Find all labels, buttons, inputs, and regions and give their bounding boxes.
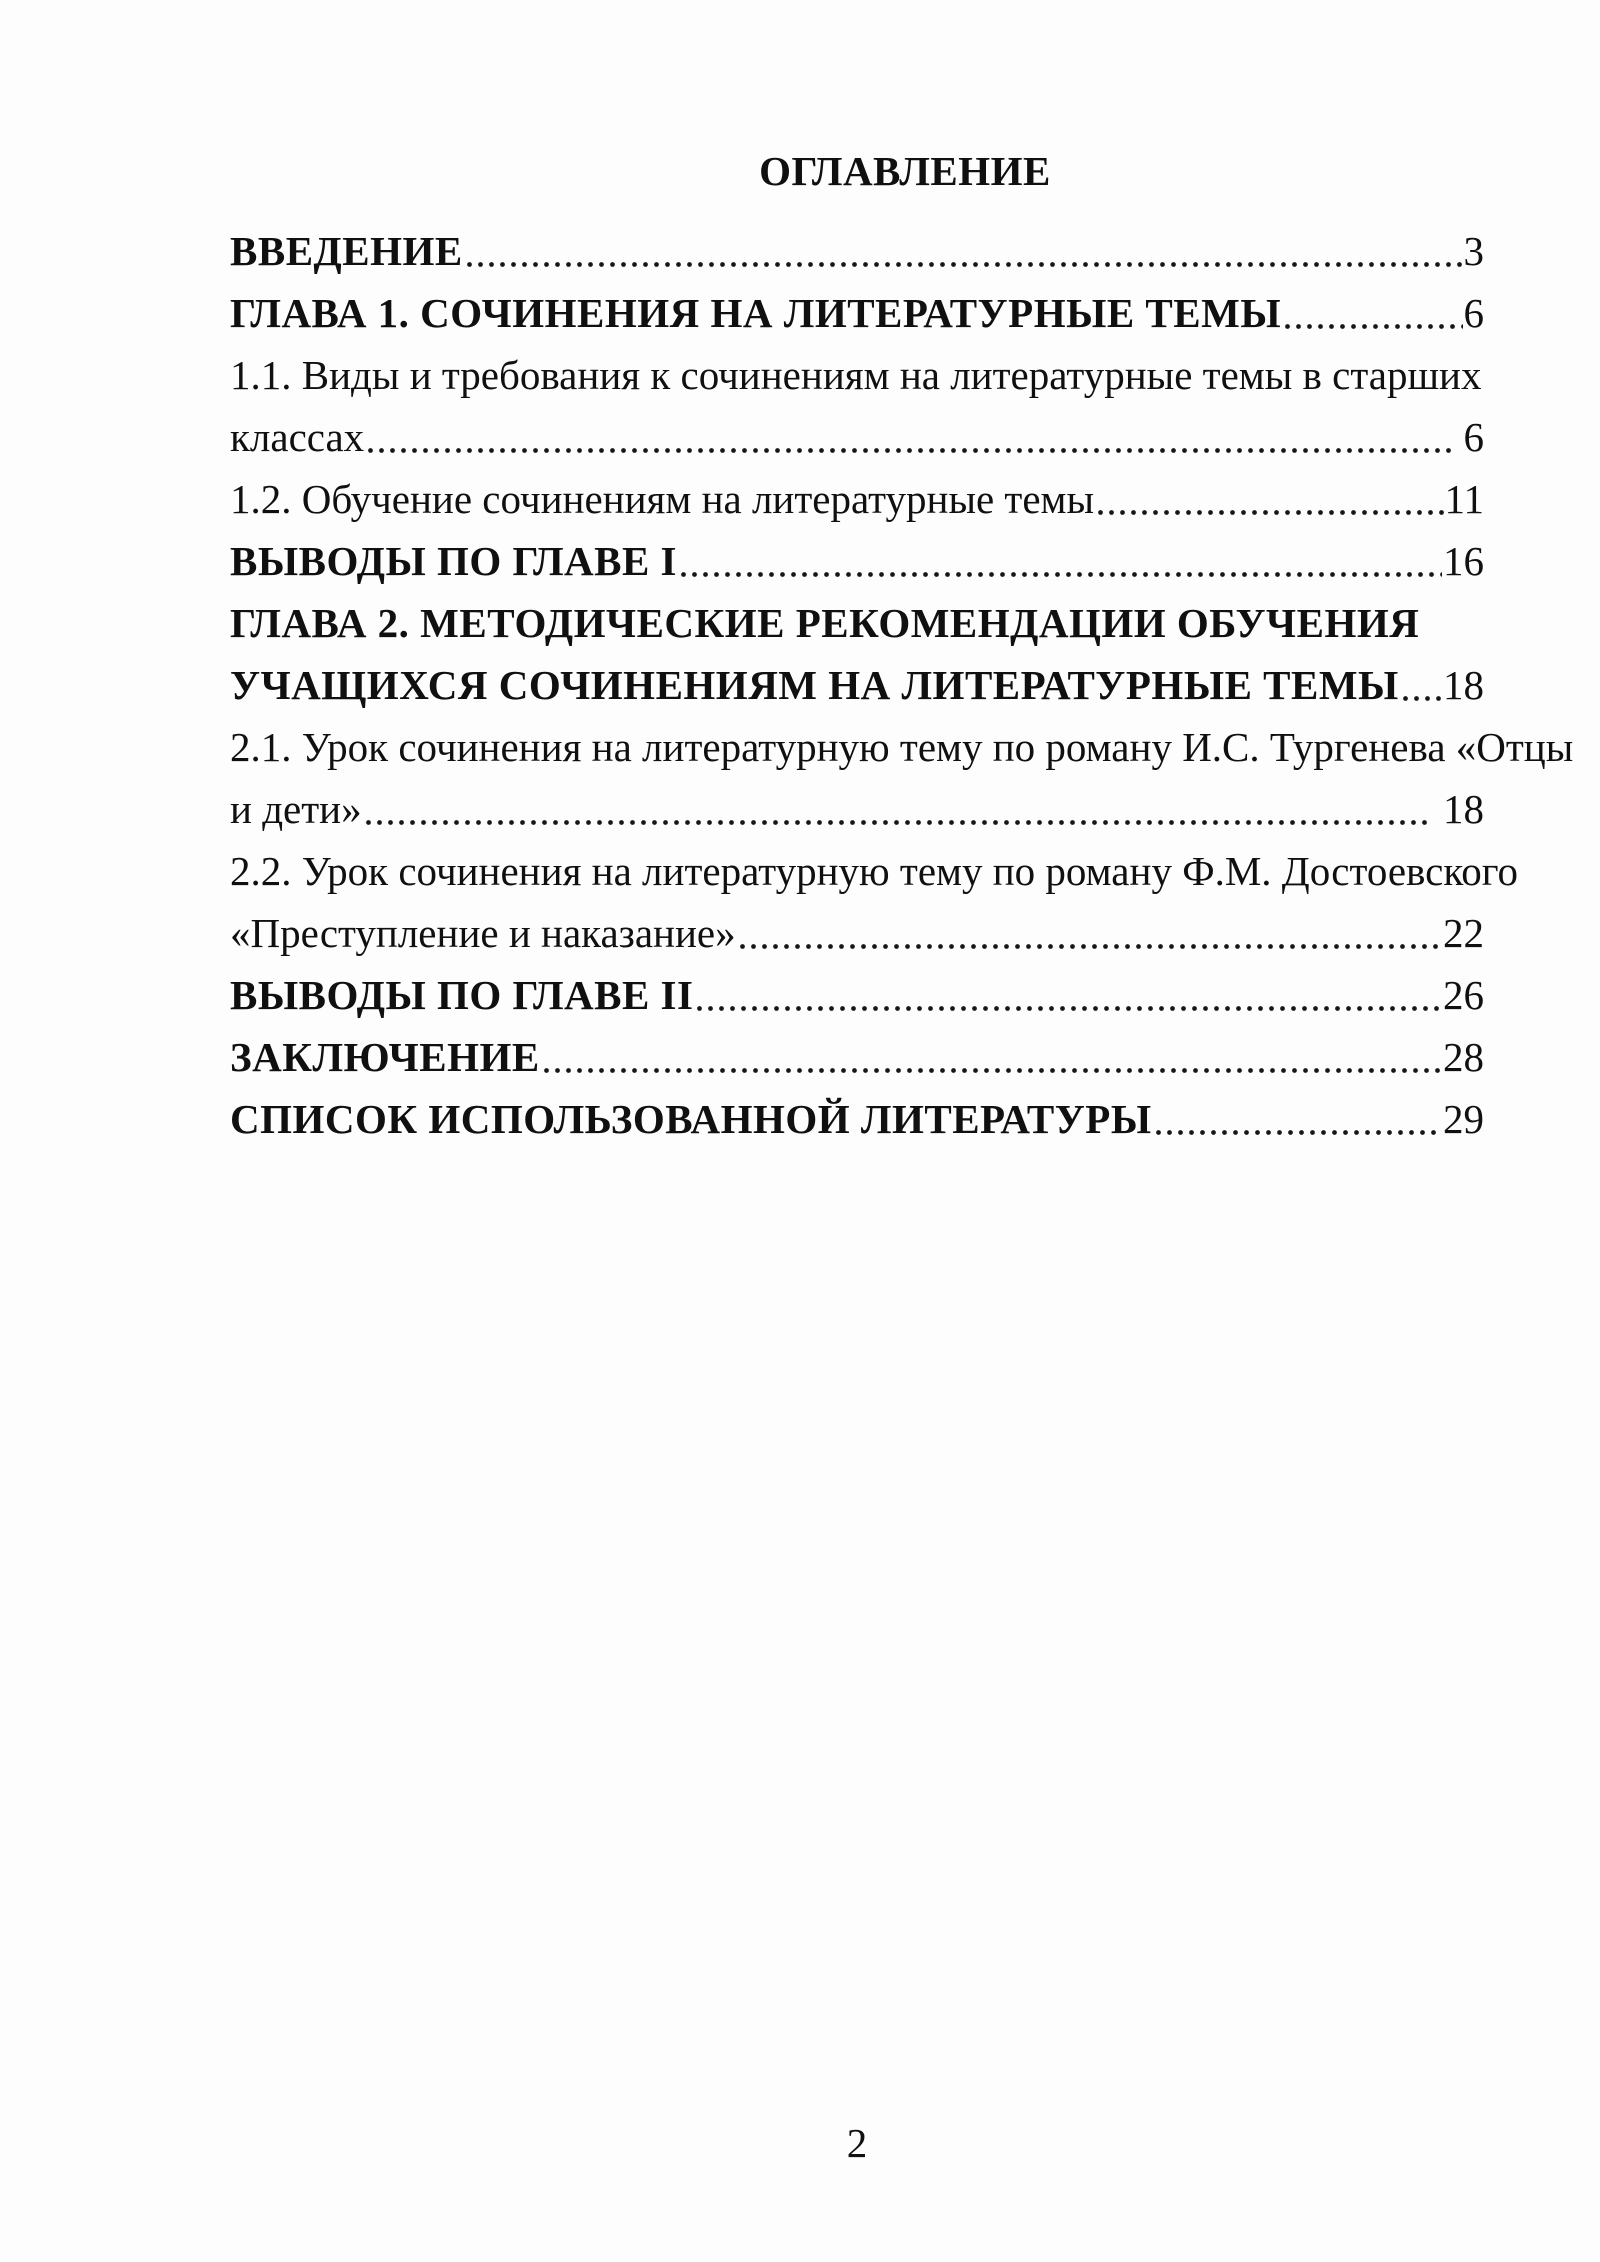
toc-entry-label: ВЫВОДЫ ПО ГЛАВЕ I <box>230 538 678 584</box>
toc-page-number: 29 <box>1443 1096 1484 1142</box>
dot-leader <box>464 220 1463 282</box>
page-number: 2 <box>846 2120 868 2166</box>
toc-entry-label: ГЛАВА 1. СОЧИНЕНИЯ НА ЛИТЕРАТУРНЫЕ ТЕМЫ <box>230 290 1282 336</box>
toc-row <box>230 220 1484 282</box>
toc-page-number: 18 <box>1443 662 1484 708</box>
toc-entry-label: УЧАЩИХСЯ СОЧИНЕНИЯМ НА ЛИТЕРАТУРНЫЕ ТЕМЫ <box>230 662 1399 708</box>
dot-leader <box>737 902 1442 964</box>
toc-page-number: 16 <box>1443 538 1484 584</box>
toc-row <box>230 778 1484 840</box>
toc-row <box>230 1088 1484 1150</box>
toc-page-number: 28 <box>1443 1034 1484 1080</box>
toc-entry-label: ВЫВОДЫ ПО ГЛАВЕ II <box>230 972 694 1018</box>
toc-entry-label: ЗАКЛЮЧЕНИЕ <box>230 1034 540 1080</box>
toc-content <box>230 0 1574 1150</box>
toc-entry-label: СПИСОК ИСПОЛЬЗОВАННОЙ ЛИТЕРАТУРЫ <box>230 1096 1152 1142</box>
toc-row <box>230 1026 1484 1088</box>
toc-entry-label: 2.1. Урок сочинения на литературную тему по роману И.С. Тургенева «Отцы <box>230 724 1574 770</box>
toc-row <box>230 654 1484 716</box>
toc-row <box>230 964 1484 1026</box>
toc-entry-label: ГЛАВА 2. МЕТОДИЧЕСКИЕ РЕКОМЕНДАЦИИ ОБУЧЕНИЯ <box>230 600 1420 646</box>
dot-leader <box>541 1026 1442 1088</box>
toc-entry-label: и дети» <box>230 786 362 832</box>
dot-leader <box>1095 468 1443 530</box>
toc-entry-label: 2.2. Урок сочинения на литературную тему по роману Ф.М. Достоевского <box>230 848 1518 894</box>
toc-page-number: 3 <box>1463 228 1484 274</box>
toc-page-number: 6 <box>1453 414 1484 460</box>
toc-row <box>230 902 1484 964</box>
toc-row <box>230 840 1518 902</box>
toc-page-number: 18 <box>1432 786 1484 832</box>
toc-row <box>230 716 1574 778</box>
toc-row <box>230 282 1484 344</box>
toc-row <box>230 344 1484 406</box>
toc-page-number: 26 <box>1443 972 1484 1018</box>
toc-row <box>230 468 1484 530</box>
toc-row <box>230 530 1484 592</box>
toc-entry-label: классах <box>230 414 365 460</box>
toc-entry-label: 1.1. Виды и требования к сочинениям на литературные темы в старших <box>230 352 1482 398</box>
toc-entry-label: 1.2. Обучение сочинениям на литературные темы <box>230 476 1095 522</box>
toc-page-number: 11 <box>1444 476 1484 522</box>
dot-leader <box>1400 654 1442 716</box>
dot-leader <box>1282 282 1462 344</box>
toc-row <box>230 592 1484 654</box>
toc-page-number: 6 <box>1463 290 1484 336</box>
dot-leader <box>365 406 1452 468</box>
page-title: ОГЛАВЛЕНИЕ <box>759 148 1051 194</box>
dot-leader <box>694 964 1442 1026</box>
toc-row <box>230 406 1484 468</box>
dot-leader <box>363 778 1432 840</box>
toc-entry-label: ВВЕДЕНИЕ <box>230 228 463 274</box>
toc-page-number: 22 <box>1443 910 1484 956</box>
dot-leader <box>678 530 1442 592</box>
table-of-contents <box>230 220 1574 1150</box>
dot-leader <box>1153 1088 1442 1150</box>
toc-entry-label: «Преступление и наказание» <box>230 910 736 956</box>
